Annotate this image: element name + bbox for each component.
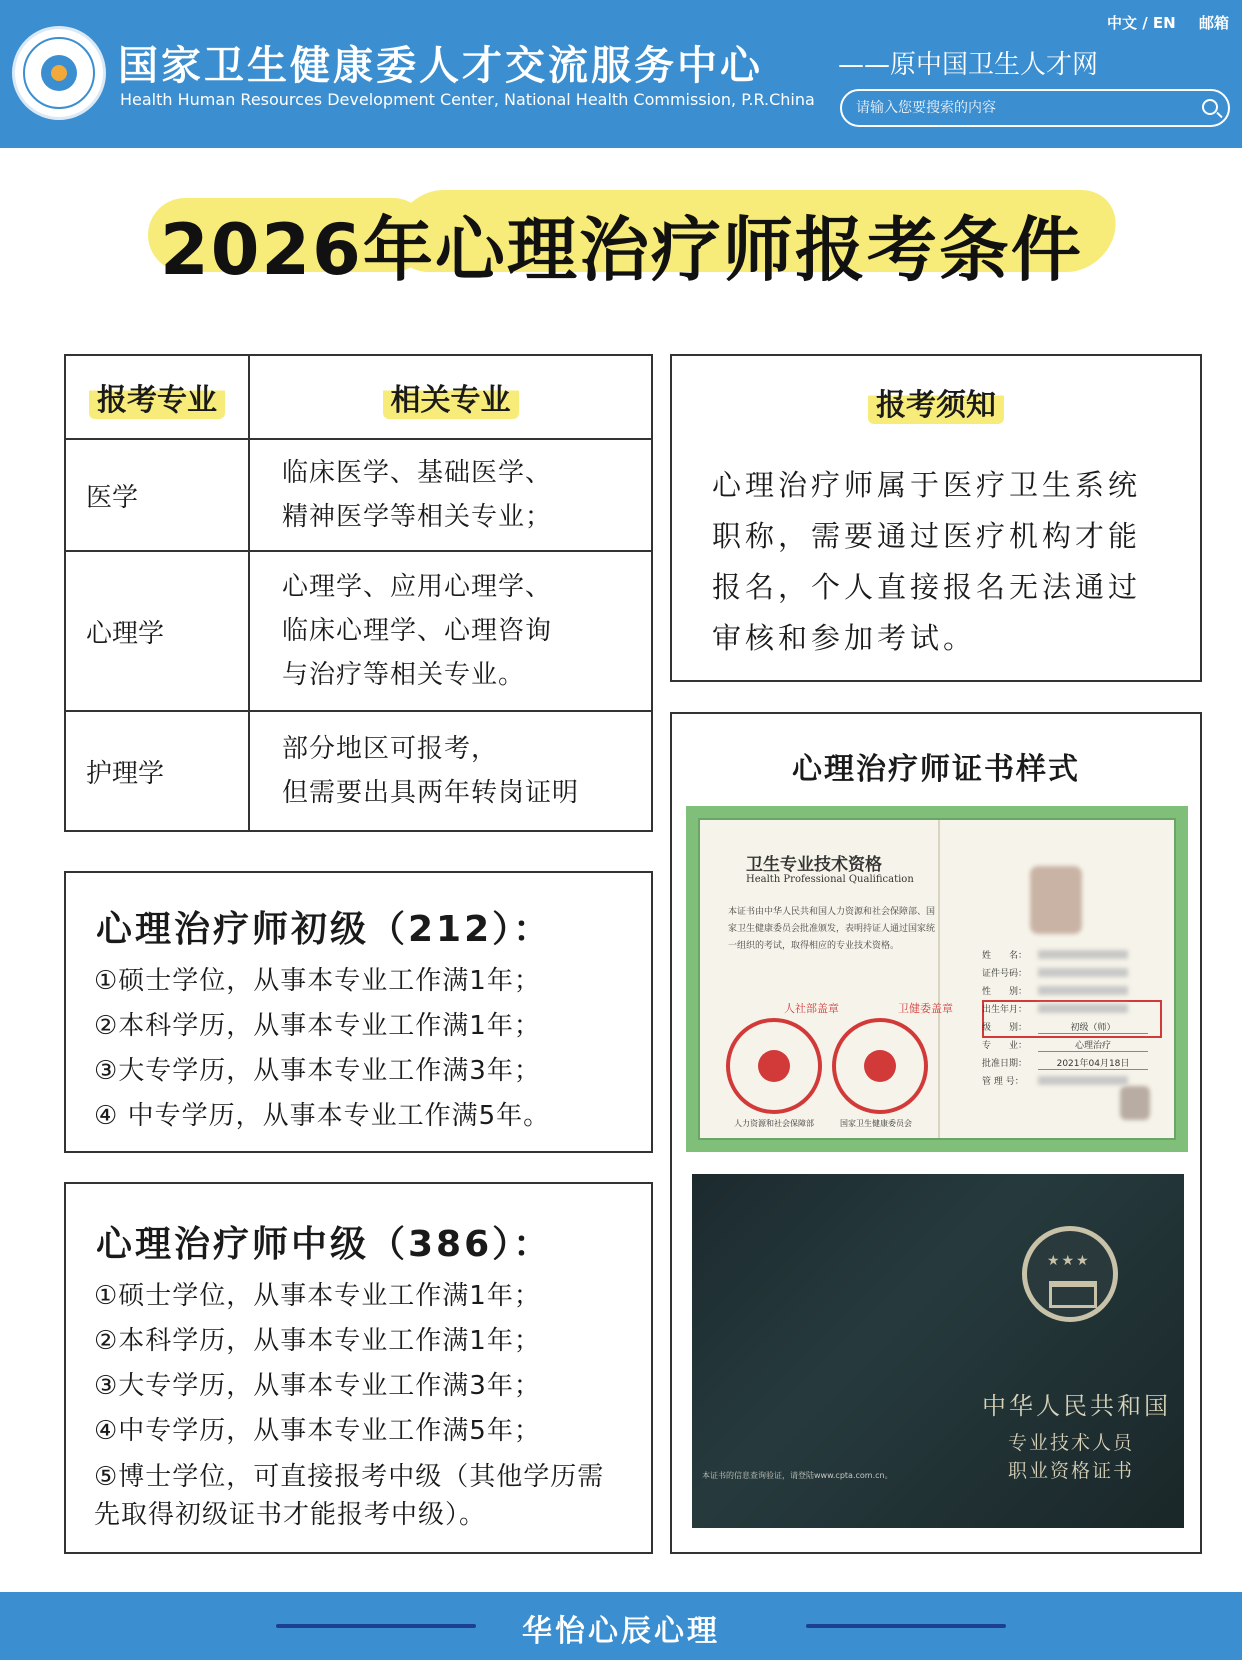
table-row bbox=[65, 551, 652, 711]
list-item: ⑤博士学位，可直接报考中级（其他学历需先取得初级证书才能报考中级）。 bbox=[94, 1462, 605, 1530]
field-blur bbox=[1038, 1076, 1128, 1085]
header-label: 报考专业 bbox=[89, 375, 225, 419]
field-row bbox=[982, 1036, 1162, 1054]
field-blur bbox=[1038, 986, 1128, 995]
search-icon[interactable] bbox=[1202, 99, 1218, 115]
certificate-title: 心理治疗师证书样式 bbox=[792, 752, 1080, 787]
intermediate-requirements bbox=[94, 1274, 614, 1534]
field-blur bbox=[1038, 1004, 1128, 1013]
field-label: 性 别： bbox=[982, 987, 1028, 997]
list-item: ②本科学历，从事本专业工作满1年； bbox=[94, 1326, 541, 1356]
list-item: ③大专学历，从事本专业工作满3年； bbox=[94, 1371, 541, 1401]
certificate-fields bbox=[982, 946, 1162, 1090]
notice-heading bbox=[672, 380, 1200, 424]
field-label: 管 理 号： bbox=[982, 1077, 1024, 1087]
field-row bbox=[982, 1072, 1162, 1090]
certificate-fold bbox=[938, 820, 940, 1138]
search-box[interactable] bbox=[840, 89, 1230, 127]
certificate-paper bbox=[698, 818, 1176, 1140]
footer-brand: 华怡心辰心理 bbox=[522, 1614, 720, 1649]
field-row bbox=[982, 982, 1162, 1000]
related-cell bbox=[249, 551, 652, 711]
major-table bbox=[64, 354, 653, 832]
header-label: 相关专业 bbox=[383, 375, 519, 419]
certificate-text: 本证书由中华人民共和国人力资源和社会保障部、国家卫生健康委员会批准颁发，表明持证人通过国家统一组织的考试，取得相应的专业技术资格。 bbox=[728, 907, 936, 951]
field-label: 批准日期： bbox=[982, 1059, 1028, 1069]
cover-subtitle: 职业资格证书 bbox=[1008, 1460, 1135, 1482]
related-line: 但需要出具两年转岗证明 bbox=[282, 778, 580, 808]
org-logo-icon[interactable] bbox=[12, 26, 106, 120]
related-line: 临床心理学、心理咨询 bbox=[282, 616, 553, 646]
certificate-cover bbox=[692, 1174, 1184, 1528]
stamp-label: 人社部盖章 bbox=[784, 1002, 839, 1015]
field-blur bbox=[1038, 950, 1128, 959]
field-row bbox=[982, 1000, 1162, 1018]
certificate-box bbox=[670, 712, 1202, 1554]
related-line: 精神医学等相关专业； bbox=[282, 502, 553, 532]
list-item: ④ 中专学历，从事本专业工作满5年。 bbox=[94, 1101, 551, 1131]
field-label: 专 业： bbox=[982, 1041, 1028, 1051]
stamp-org: 国家卫生健康委员会 bbox=[840, 1119, 912, 1128]
junior-level-box bbox=[64, 871, 653, 1153]
footer bbox=[0, 1592, 1242, 1660]
table-header-related bbox=[249, 355, 652, 439]
org-name-en: Health Human Resources Development Center, National Health Commission, P.R.China bbox=[120, 90, 815, 109]
related-line: 临床医学、基础医学、 bbox=[282, 458, 553, 488]
field-value: 初级（师） bbox=[1038, 1020, 1148, 1034]
field-blur bbox=[1038, 968, 1128, 977]
major-cell: 护理学 bbox=[65, 711, 249, 831]
list-item: ③大专学历，从事本专业工作满3年； bbox=[94, 1056, 541, 1086]
cover-subtitle: 专业技术人员 bbox=[1008, 1432, 1135, 1454]
former-name: ——原中国卫生人才网 bbox=[838, 50, 1099, 80]
list-item: ①硕士学位，从事本专业工作满1年； bbox=[94, 966, 541, 996]
page-title: 2026年心理治疗师报考条件 bbox=[160, 209, 1083, 291]
field-row bbox=[982, 964, 1162, 982]
notice-heading-label: 报考须知 bbox=[868, 380, 1004, 424]
notice-box bbox=[670, 354, 1202, 682]
search-input[interactable] bbox=[856, 97, 1186, 119]
field-value: 2021年04月18日 bbox=[1038, 1056, 1148, 1070]
certificate-inner-image bbox=[686, 806, 1188, 1152]
certificate-heading: 卫生专业技术资格 bbox=[746, 855, 882, 875]
photo-placeholder-small bbox=[1120, 1086, 1150, 1120]
field-label: 出生年月： bbox=[982, 1005, 1028, 1015]
list-item: ④中专学历，从事本专业工作满5年； bbox=[94, 1416, 541, 1446]
related-cell bbox=[249, 711, 652, 831]
site-header bbox=[0, 0, 1242, 148]
intermediate-level-title: 心理治疗师中级（386）： bbox=[96, 1224, 553, 1265]
related-cell bbox=[249, 439, 652, 551]
junior-level-title: 心理治疗师初级（212）： bbox=[96, 909, 553, 950]
field-label: 证件号码： bbox=[982, 969, 1028, 979]
intermediate-level-box bbox=[64, 1182, 653, 1554]
field-row bbox=[982, 1054, 1162, 1072]
certificate-heading-en: Health Professional Qualification bbox=[746, 874, 914, 885]
table-header-row bbox=[65, 355, 652, 439]
table-header-major bbox=[65, 355, 249, 439]
major-cell: 心理学 bbox=[65, 551, 249, 711]
stamp-org: 人力资源和社会保障部 bbox=[734, 1119, 814, 1128]
official-seal-icon bbox=[726, 1018, 822, 1114]
cover-note: 本证书的信息查询验证，请登陆www.cpta.com.cn。 bbox=[702, 1471, 893, 1480]
field-value: 心理治疗 bbox=[1038, 1038, 1148, 1052]
language-switch[interactable]: 中文 / EN bbox=[1107, 14, 1176, 32]
national-emblem-icon bbox=[1022, 1226, 1118, 1322]
field-row bbox=[982, 1018, 1162, 1036]
field-row bbox=[982, 946, 1162, 964]
notice-body: 心理治疗师属于医疗卫生系统职称，需要通过医疗机构才能报名，个人直接报名无法通过审核和参加考试。 bbox=[712, 468, 1142, 655]
list-item: ①硕士学位，从事本专业工作满1年； bbox=[94, 1281, 541, 1311]
major-cell: 医学 bbox=[65, 439, 249, 551]
photo-placeholder bbox=[1030, 866, 1082, 934]
field-label: 级 别： bbox=[982, 1023, 1028, 1033]
table-row bbox=[65, 439, 652, 551]
related-line: 心理学、应用心理学、 bbox=[282, 572, 553, 602]
logo-core bbox=[41, 55, 77, 91]
field-label: 姓 名： bbox=[982, 951, 1028, 961]
related-line: 部分地区可报考， bbox=[282, 734, 499, 764]
org-name-cn: 国家卫生健康委人才交流服务中心 bbox=[118, 43, 763, 89]
official-seal-icon bbox=[832, 1018, 928, 1114]
table-row bbox=[65, 711, 652, 831]
related-line: 与治疗等相关专业。 bbox=[282, 660, 526, 690]
junior-requirements bbox=[94, 959, 550, 1139]
stamp-label: 卫健委盖章 bbox=[898, 1002, 953, 1015]
list-item: ②本科学历，从事本专业工作满1年； bbox=[94, 1011, 541, 1041]
mail-link[interactable]: 邮箱 bbox=[1199, 14, 1230, 32]
cover-country: 中华人民共和国 bbox=[982, 1392, 1171, 1420]
